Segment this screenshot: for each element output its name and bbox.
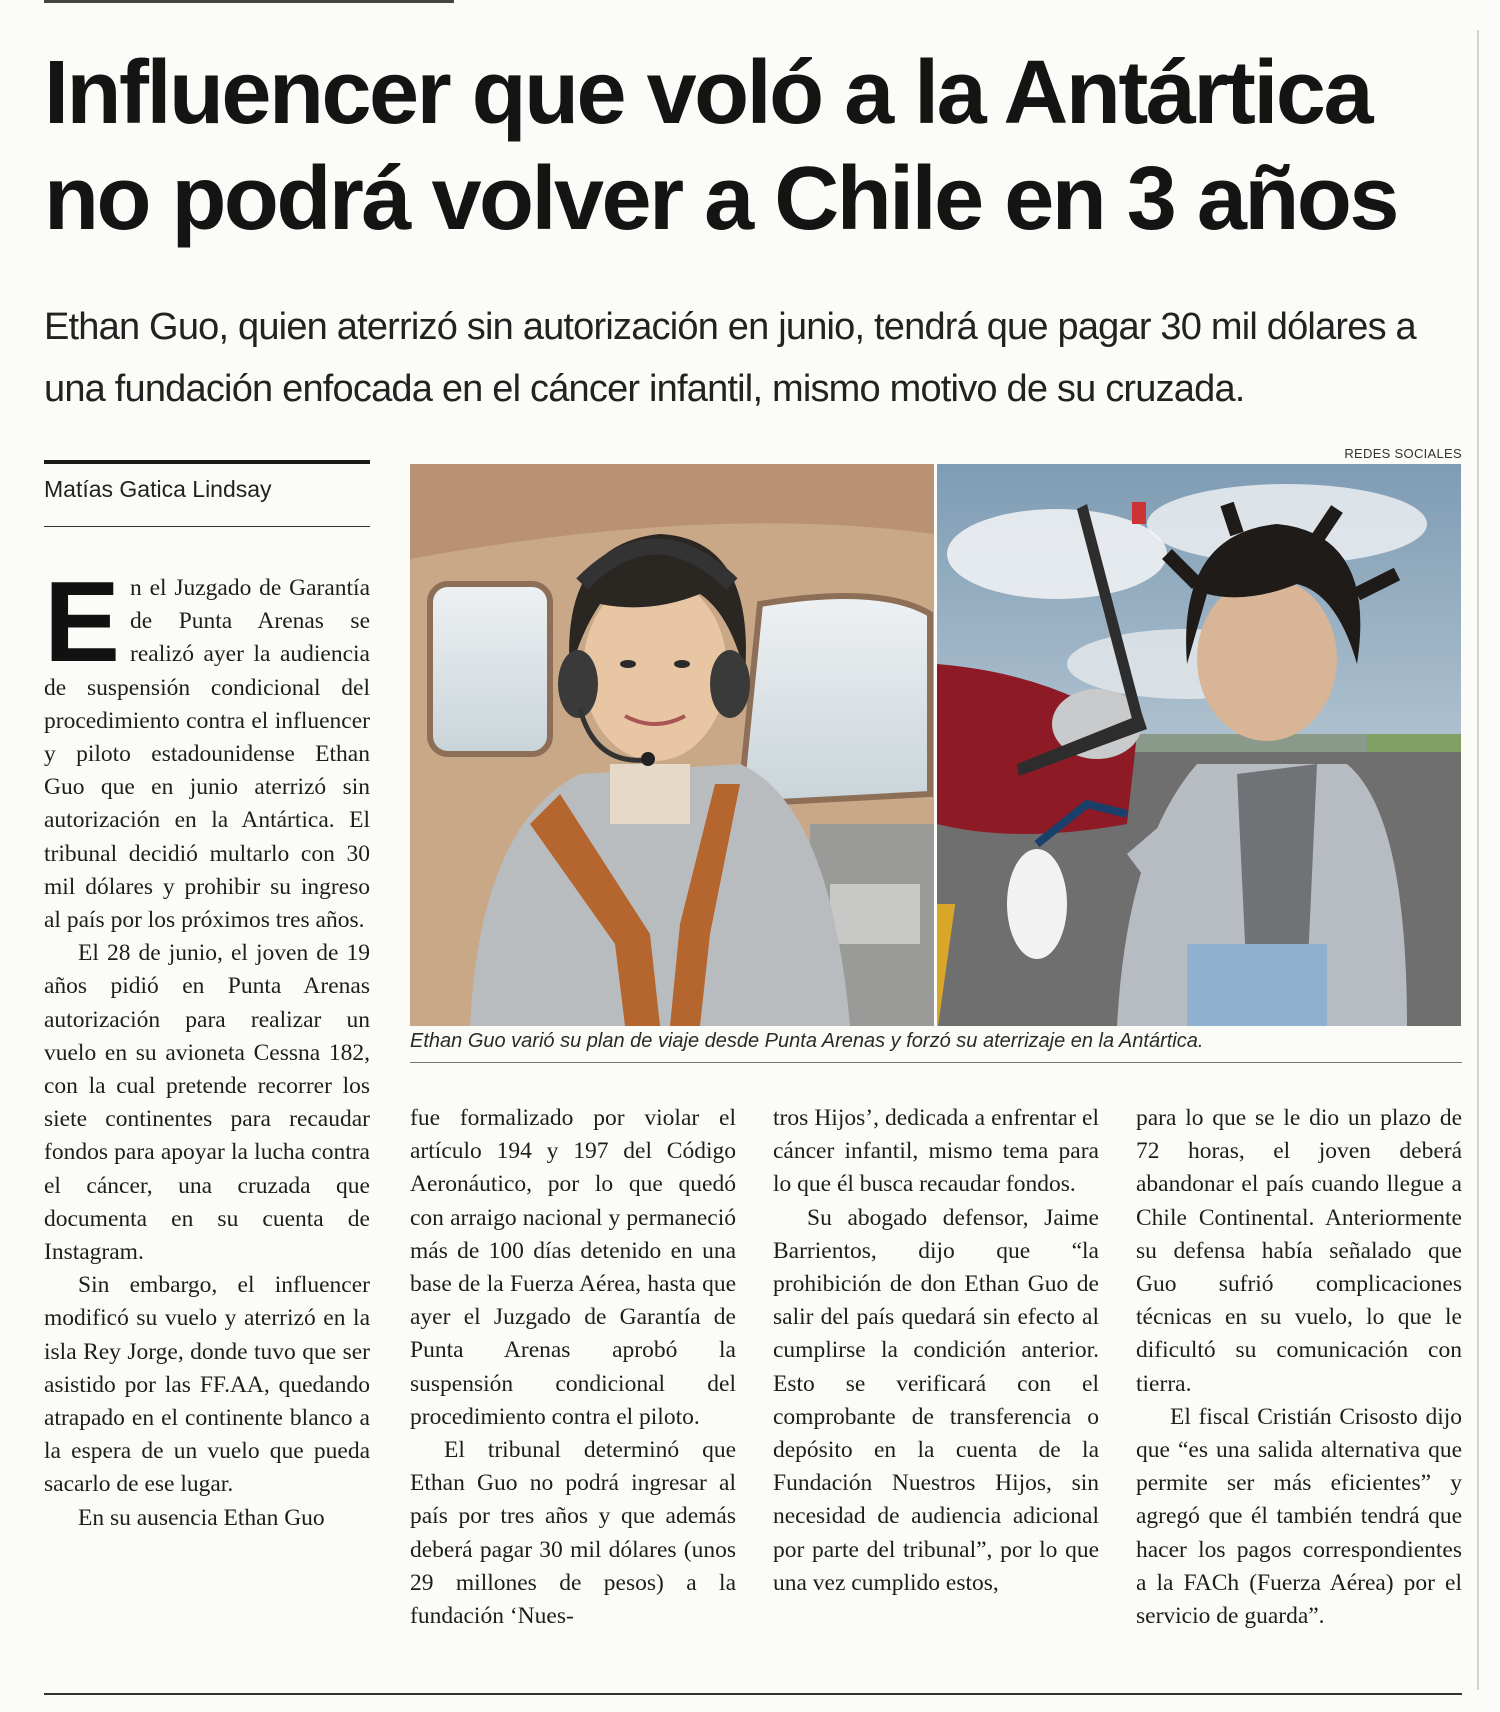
byline: Matías Gatica Lindsay	[44, 476, 272, 502]
paragraph: para lo que se le dio un plazo de 72 horas, el joven deberá abandonar el país cuando llegue a Chile Continental. Anteriormente su defensa había señalado que Guo sufrió complicaciones técnicas en su vuelo, lo que le dificultó su comunicación con tierra.	[1136, 1105, 1462, 1397]
paragraph: El fiscal Cristián Crisosto dijo que “es una salida alternativa que permite ser más eficientes” y agregó que él también tendrá que hacer los pagos correspondientes a la FACh (Fuerza Aérea) por el servicio de guarda”.	[1136, 1403, 1462, 1630]
paragraph: El tribunal determinó que Ethan Guo no podrá ingresar al país por tres años y que además deberá pagar 30 mil dólares (unos 29 millones de pesos) a la fundación ‘Nues-	[410, 1437, 736, 1630]
paragraph	[44, 559, 370, 937]
photo-credit: REDES SOCIALES	[1344, 446, 1462, 461]
headline	[44, 40, 1464, 252]
photo-airplane	[937, 464, 1461, 1026]
byline-rule-top	[44, 460, 370, 464]
subhead-line-2: una fundación enfocada en el cáncer infantil, mismo motivo de su cruzada.	[44, 368, 1245, 410]
paragraph-text: n el Juzgado de Garantía de Punta Arenas se realizó ayer la audiencia de suspensión condicional del procedimiento contra el influencer y piloto estadounidense Ethan Guo que en junio aterrizó sin autorización en la Antártica. El tribunal decidió multarlo con 30 mil dólares y prohibir su ingreso al país por los próximos tres años.	[44, 575, 370, 934]
cockpit-illustration	[410, 464, 934, 1026]
paragraph: En su ausencia Ethan Guo	[78, 1504, 325, 1531]
headline-line-2: no podrá volver a Chile en 3 años	[44, 149, 1397, 249]
subheadline	[44, 296, 1464, 420]
paragraph: Su abogado defensor, Jaime Barrientos, dijo que “la prohibición de don Ethan Guo de salir del país quedará sin efecto al cumplirse la condición anterior. Esto se verificará con el comprobante de transferencia o depósito en la cuenta de la Fundación Nuestros Hijos, sin necesidad de audiencia adicional por parte del tribunal”, por lo que una vez cumplido estos,	[773, 1204, 1099, 1596]
body-column-3	[773, 1102, 1099, 1600]
paragraph: tros Hijos’, dedicada a enfrentar el cáncer infantil, mismo tema para lo que él busca recaudar fondos.	[773, 1105, 1099, 1198]
caption-rule	[410, 1062, 1462, 1063]
headline-line-1: Influencer que voló a la Antártica	[44, 43, 1372, 143]
body-column-2	[410, 1102, 736, 1633]
photo-caption: Ethan Guo varió su plan de viaje desde Punta Arenas y forzó su aterrizaje en la Antártica.	[410, 1030, 1204, 1052]
body-column-1	[44, 559, 370, 1535]
subhead-line-1: Ethan Guo, quien aterrizó sin autorización en junio, tendrá que pagar 30 mil dólares a	[44, 306, 1416, 348]
top-rule	[44, 0, 454, 3]
body-column-4	[1136, 1102, 1462, 1633]
bottom-rule	[44, 1693, 1462, 1695]
drop-cap: E	[44, 559, 121, 686]
column-separator	[1477, 30, 1479, 1690]
airplane-illustration	[937, 464, 1461, 1026]
paragraph: fue formalizado por violar el artículo 194 y 197 del Código Aeronáutico, por lo que quedó con arraigo nacional y permaneció más de 100 días detenido en una base de la Fuerza Aérea, hasta que ayer el Juzgado de Garantía de Punta Arenas aprobó la suspensión condicional del procedimiento contra el piloto.	[410, 1105, 736, 1430]
photo-cockpit	[410, 464, 934, 1026]
byline-rule-bottom	[44, 526, 370, 527]
paragraph: El 28 de junio, el joven de 19 años pidió en Punta Arenas autorización para realizar un vuelo en su avioneta Cessna 182, con la cual pretende recorrer los siete continentes para recaudar fondos para apoyar la lucha contra el cáncer, una cruzada que documenta en su cuenta de Instagram.	[44, 940, 370, 1266]
paragraph: Sin embargo, el influencer modificó su vuelo y aterrizó en la isla Rey Jorge, donde tuvo que ser asistido por las FF.AA, quedando atrapado en el continente blanco a la espera de un vuelo que pueda sacarlo de ese lugar.	[44, 1272, 370, 1498]
